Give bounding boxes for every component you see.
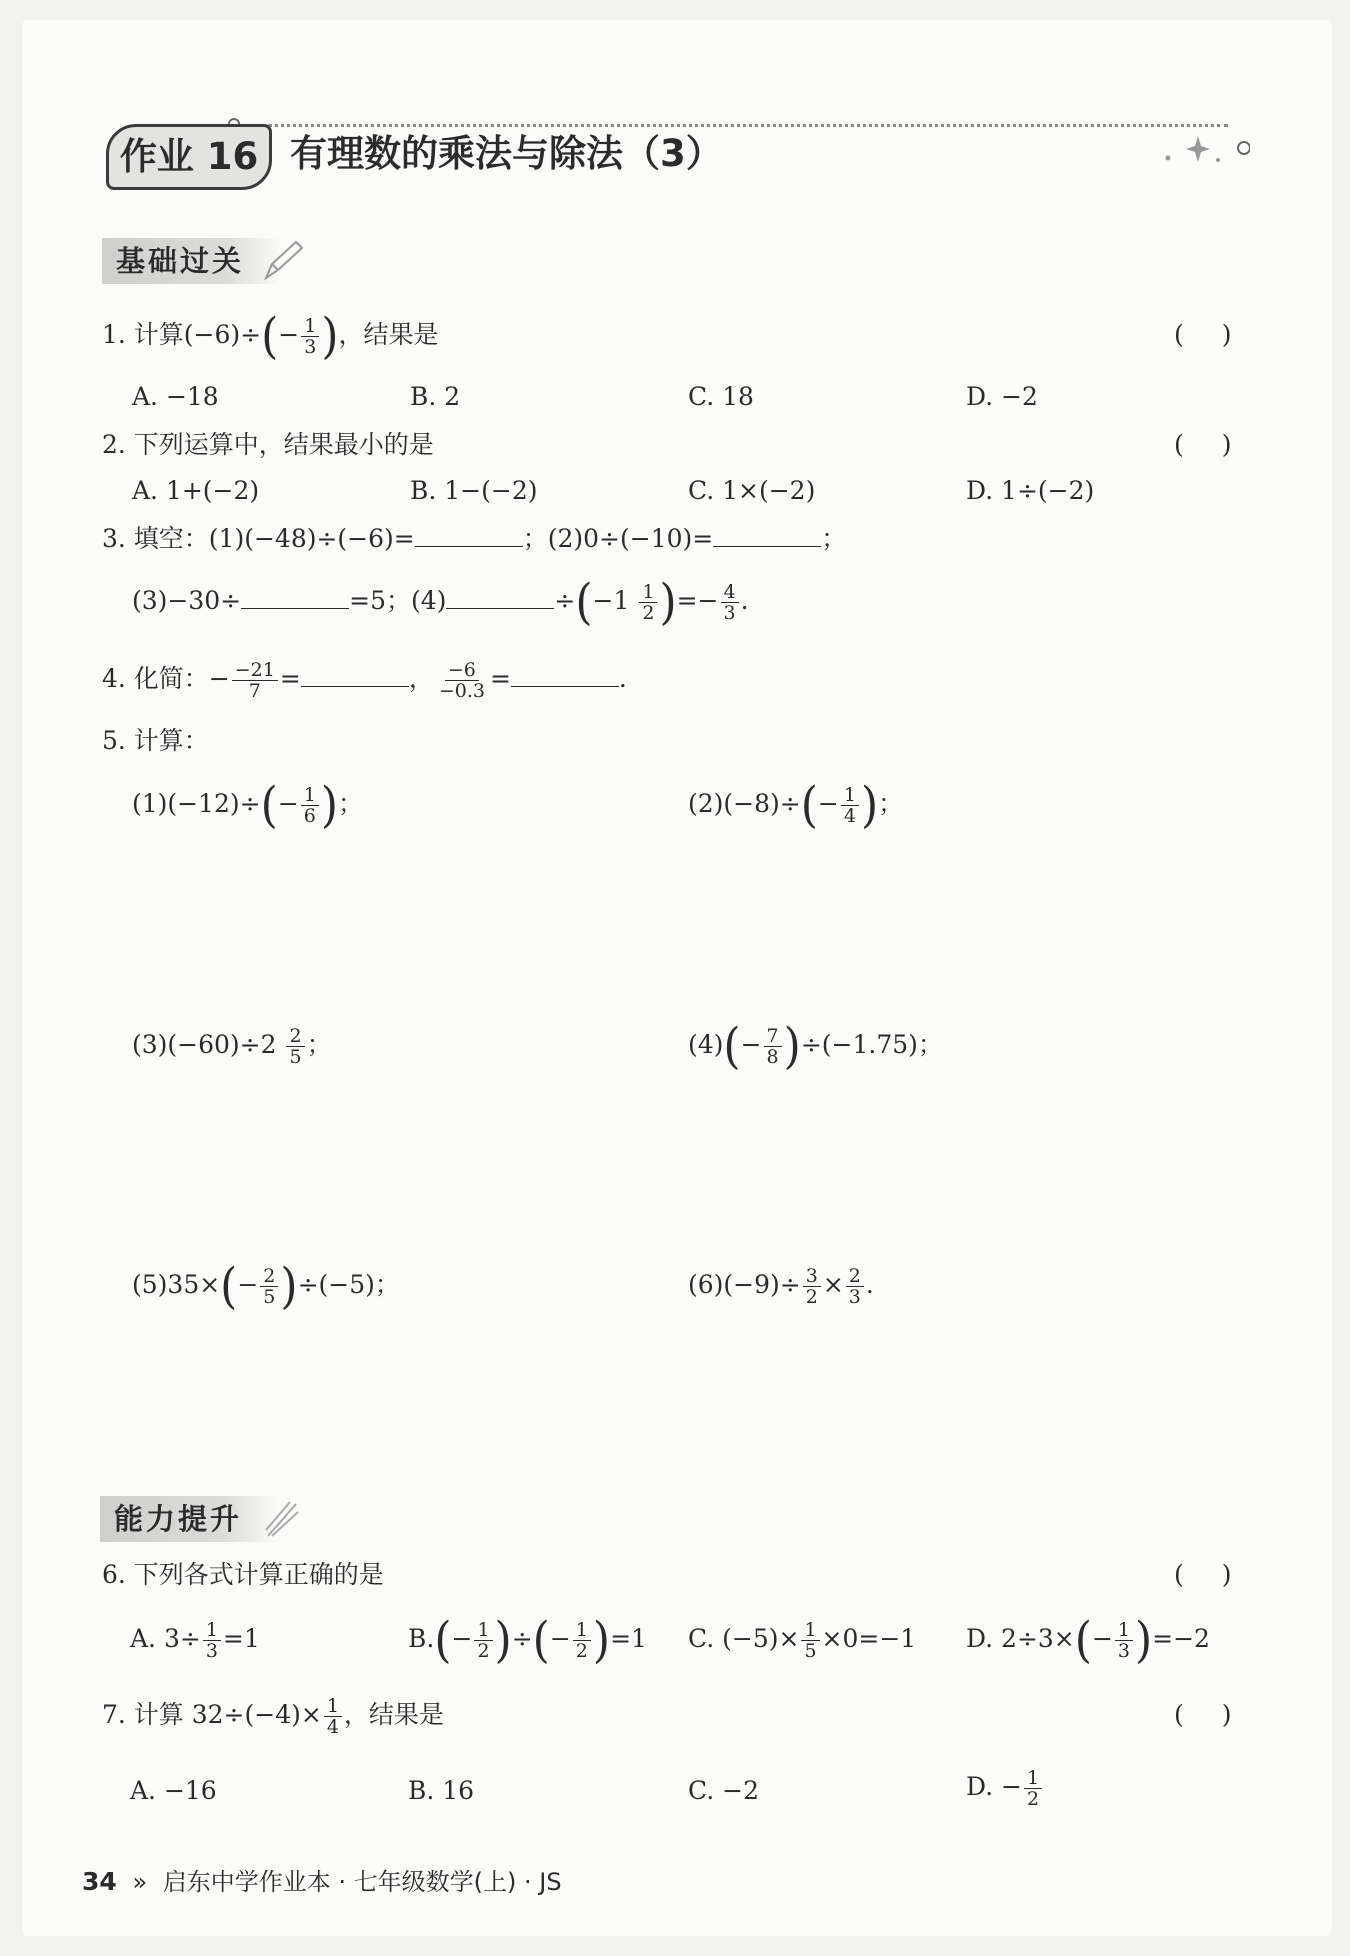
q7-option-a: A. −16 <box>130 1776 217 1805</box>
q1-option-b: B. 2 <box>410 382 461 411</box>
q2-option-d: D. 1÷(−2) <box>966 476 1095 505</box>
q1-option-a: A. −18 <box>132 382 219 411</box>
q7-option-d: D. − $\frac{1}{2}$ <box>966 1768 1044 1809</box>
q7-option-c: C. −2 <box>688 1776 759 1805</box>
answer-paren-2: ( ) <box>1174 430 1232 459</box>
q5-part-5: (5)35×(− $\frac{2}{5}$ )÷(−5)； <box>132 1257 400 1314</box>
q5-part-3: (3)(−60)÷2 $\frac{2}{5}$ ； <box>132 1025 332 1068</box>
answer-paren-7: ( ) <box>1174 1700 1232 1729</box>
answer-paren-6: ( ) <box>1174 1560 1232 1589</box>
answer-blank <box>301 662 409 687</box>
question-2-stem: 2. 下列运算中，结果最小的是 <box>102 430 434 459</box>
answer-blank <box>415 522 523 547</box>
homework-badge: 作业 16 <box>106 124 272 190</box>
q1-option-c: C. 18 <box>688 382 754 411</box>
header-dotted-line <box>268 124 1228 127</box>
q6-option-c: C. (−5)× $\frac{1}{5}$ ×0=−1 <box>688 1619 917 1662</box>
q5-part-2: (2)(−8)÷(− $\frac{1}{4}$ )； <box>688 776 904 833</box>
question-3-line-2: (3)−30÷ =5；(4) ÷(−1 $\frac{1}{2}$ )=− $\frac{4}{3}$ . <box>132 573 749 630</box>
answer-blank <box>241 584 349 609</box>
answer-paren-1: ( ) <box>1174 320 1232 349</box>
q2-option-c: C. 1×(−2) <box>688 476 816 505</box>
q6-option-b: B.(− $\frac{1}{2}$ )÷(− $\frac{1}{2}$ )=1 <box>408 1611 647 1668</box>
page-footer <box>82 1862 562 1897</box>
section-tag-basic: 基础过关 <box>102 238 280 284</box>
q2-option-b: B. 1−(−2) <box>410 476 538 505</box>
page-title: 有理数的乘法与除法（3） <box>290 132 723 175</box>
answer-blank <box>713 522 821 547</box>
q6-option-a: A. 3÷ $\frac{1}{3}$ =1 <box>130 1619 260 1662</box>
footer-text: 启东中学作业本 · 七年级数学(上) · JS <box>162 1868 562 1896</box>
q5-part-6: (6)(−9)÷ $\frac{3}{2}$ × $\frac{2}{3}$ . <box>688 1265 874 1308</box>
question-4-stem: 4. 化简：− $\frac{-21}{7}$ = ， $\frac{-6}{-0.3}$ = . <box>102 659 627 702</box>
question-7-stem: 7. 计算 32÷(−4)× $\frac{1}{4}$ ，结果是 <box>102 1695 444 1738</box>
double-chevron-icon: » <box>132 1868 148 1896</box>
q5-part-1: (1)(−12)÷(− $\frac{1}{6}$ )； <box>132 776 364 833</box>
pencil-icon <box>262 238 304 282</box>
sparkle-burst-icon <box>262 1496 302 1540</box>
page-number: 34 <box>82 1867 117 1896</box>
question-5-stem: 5. 计算： <box>102 726 209 755</box>
question-3-line-1: 3. 填空：(1)(−48)÷(−6)= ；(2)0÷(−10)= ； <box>102 524 847 553</box>
q1-option-d: D. −2 <box>966 382 1038 411</box>
answer-blank <box>511 662 619 687</box>
question-6-stem: 6. 下列各式计算正确的是 <box>102 1560 384 1589</box>
sparkle-ornament-icon <box>1160 132 1250 168</box>
q7-option-b: B. 16 <box>408 1776 475 1805</box>
answer-blank <box>446 584 554 609</box>
section-tag-advanced: 能力提升 <box>100 1496 278 1542</box>
q2-option-a: A. 1+(−2) <box>132 476 260 505</box>
question-1-stem: 1. 计算(−6)÷(− $\frac{1}{3}$ )，结果是 <box>102 307 439 364</box>
q6-option-d: D. 2÷3×(− $\frac{1}{3}$ )=−2 <box>966 1611 1210 1668</box>
q5-part-4: (4)(− $\frac{7}{8}$ )÷(−1.75)； <box>688 1017 943 1074</box>
